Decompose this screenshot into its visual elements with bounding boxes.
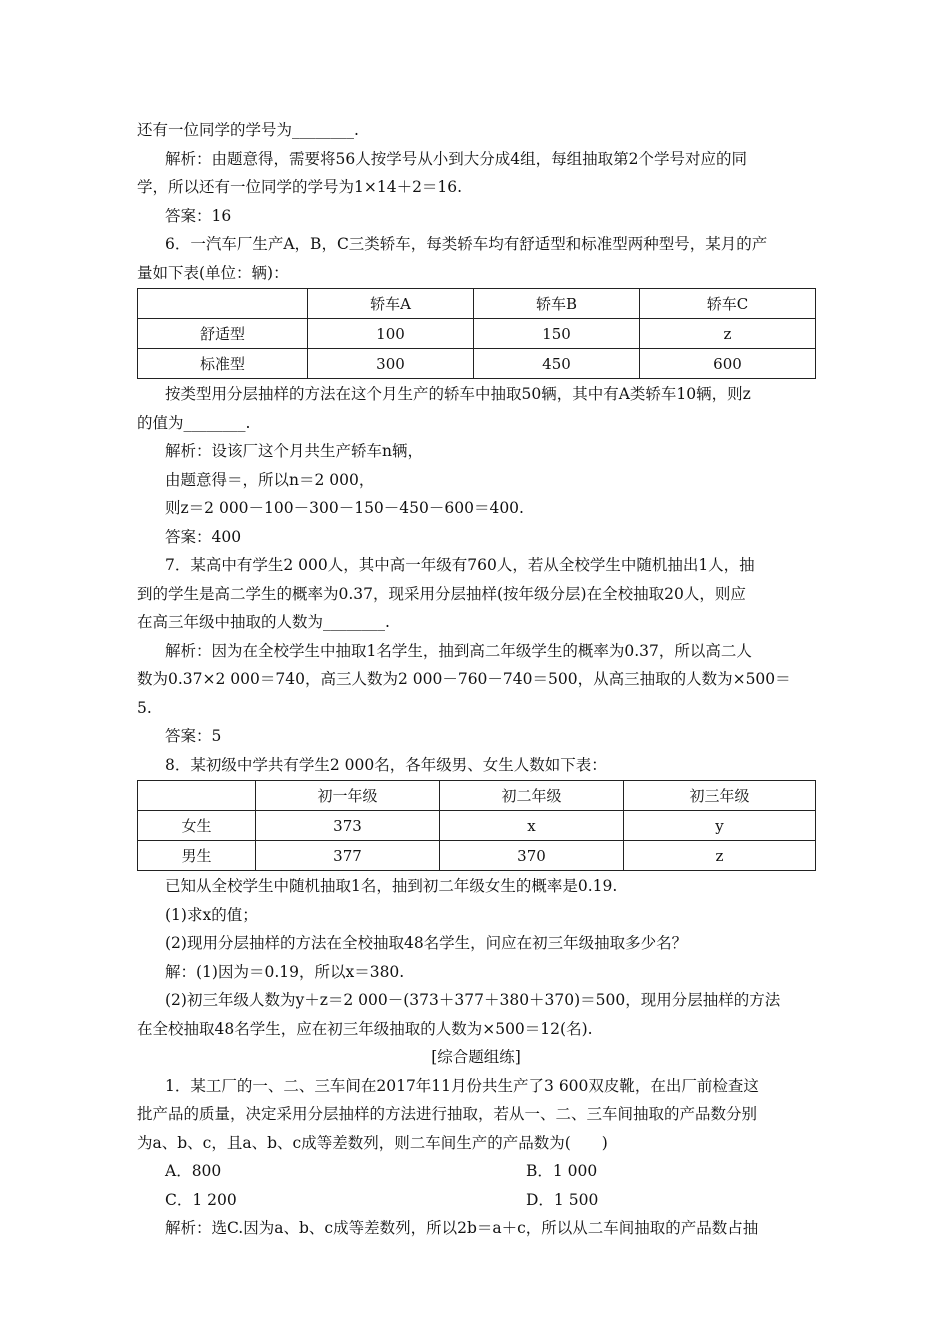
table-cell: 450 [474, 349, 640, 379]
table-cell: 377 [256, 841, 440, 871]
student-count-table [137, 780, 816, 871]
table-cell: 150 [474, 319, 640, 349]
solution-5-line-1: 解析：由题意得，需要将56人按学号从小到大分成4组，每组抽取第2个学号对应的同 [165, 149, 747, 168]
table-cell: 100 [308, 319, 474, 349]
comprehensive-question-1-line-2: 批产品的质量，决定采用分层抽样的方法进行抽取，若从一、二、三车间抽取的产品数分别 [137, 1105, 758, 1123]
table-cell: 标准型 [138, 349, 308, 379]
table-cell: 男生 [138, 841, 256, 871]
solution-8-line-1: 解：(1)因为＝0.19，所以x＝380. [165, 962, 405, 981]
answer-5: 答案：16 [165, 206, 232, 225]
table-cell: 舒适型 [138, 319, 308, 349]
answer-7: 答案：5 [165, 727, 222, 745]
table-cell: 女生 [138, 811, 256, 841]
table-cell: 初二年级 [440, 781, 624, 811]
answer-6: 答案：400 [165, 527, 242, 546]
solution-8-line-2: (2)初三年级人数为y＋z＝2 000－(373＋377＋380＋370)＝500，现用分层抽样的方法 [165, 991, 781, 1009]
table-row [138, 349, 816, 379]
table-cell: z [640, 319, 816, 349]
car-production-table [137, 288, 816, 379]
table-cell: 初一年级 [256, 781, 440, 811]
question-8-part-1: (1)求x的值； [165, 905, 258, 924]
solution-7-line-3: 5. [137, 698, 152, 717]
comprehensive-question-1-line-1: 1．某工厂的一、二、三车间在2017年11月份共生产了3 600双皮靴，在出厂前检查这 [165, 1076, 759, 1095]
option-a: A．800 [165, 1162, 222, 1180]
option-d: D．1 500 [526, 1190, 599, 1209]
table-cell: 600 [640, 349, 816, 379]
table-cell: 370 [440, 841, 624, 871]
options-row-1 [137, 1157, 815, 1186]
comprehensive-question-1-line-3: 为a、b、c，且a、b、c成等差数列，则二车间生产的产品数为( ) [137, 1133, 608, 1152]
table-row [138, 841, 816, 871]
question-8-part-2: (2)现用分层抽样的方法在全校抽取48名学生，问应在初三年级抽取多少名？ [165, 934, 688, 952]
question-6-line-2: 量如下表(单位：辆)： [137, 263, 289, 282]
table-cell: x [440, 811, 624, 841]
table-cell: 轿车B [474, 289, 640, 319]
table-cell: 初三年级 [624, 781, 816, 811]
solution-6-line-1: 解析：设该厂这个月共生产轿车n辆， [165, 442, 423, 460]
options-row-2 [137, 1186, 815, 1215]
table-cell [138, 289, 308, 319]
option-c: C．1 200 [165, 1190, 237, 1209]
table-cell: 300 [308, 349, 474, 379]
table-cell [138, 781, 256, 811]
comprehensive-solution-1-line-1: 解析：选C.因为a、b、c成等差数列，所以2b＝a＋c，所以从二车间抽取的产品数占抽 [165, 1219, 759, 1237]
option-b: B．1 000 [526, 1162, 598, 1180]
table-cell: 轿车C [640, 289, 816, 319]
table-cell: z [624, 841, 816, 871]
solution-6-line-3: 则z＝2 000－100－300－150－450－600＝400. [165, 499, 524, 517]
section-heading: [综合题组练] [431, 1048, 521, 1066]
question-6-line-1: 6．一汽车厂生产A，B，C三类轿车，每类轿车均有舒适型和标准型两种型号，某月的产 [165, 235, 768, 253]
solution-7-line-2: 数为0.37×2 000＝740，高三人数为2 000－760－740＝500，从高三抽取的人数为×500＝ [137, 670, 791, 688]
question-8-line-1: 8．某初级中学共有学生2 000名，各年级男、女生人数如下表： [165, 755, 607, 774]
question-5-tail: 还有一位同学的学号为________. [137, 121, 359, 139]
question-6-line-3: 按类型用分层抽样的方法在这个月生产的轿车中抽取50辆，其中有A类轿车10辆，则z [165, 385, 751, 403]
question-7-line-1: 7．某高中有学生2 000人，其中高一年级有760人，若从全校学生中随机抽出1人，抽 [165, 556, 755, 574]
table-row [138, 319, 816, 349]
table-cell: 373 [256, 811, 440, 841]
solution-8-line-3: 在全校抽取48名学生，应在初三年级抽取的人数为×500＝12(名). [137, 1019, 593, 1038]
question-7-line-3: 在高三年级中抽取的人数为________. [137, 613, 390, 631]
table-cell: y [624, 811, 816, 841]
page-content [137, 116, 815, 1243]
solution-7-line-1: 解析：因为在全校学生中抽取1名学生，抽到高二年级学生的概率为0.37，所以高二人 [165, 641, 752, 660]
question-6-line-4: 的值为________. [137, 413, 251, 432]
question-8-line-2: 已知从全校学生中随机抽取1名，抽到初二年级女生的概率是0.19. [165, 877, 618, 895]
table-header-row [138, 289, 816, 319]
table-cell: 轿车A [308, 289, 474, 319]
question-7-line-2: 到的学生是高二学生的概率为0.37，现采用分层抽样(按年级分层)在全校抽取20人，则应 [137, 584, 746, 603]
solution-6-line-2: 由题意得＝，所以n＝2 000， [165, 470, 375, 489]
solution-5-line-2: 学，所以还有一位同学的学号为1×14＋2＝16. [137, 178, 463, 196]
table-row [138, 811, 816, 841]
table-header-row [138, 781, 816, 811]
